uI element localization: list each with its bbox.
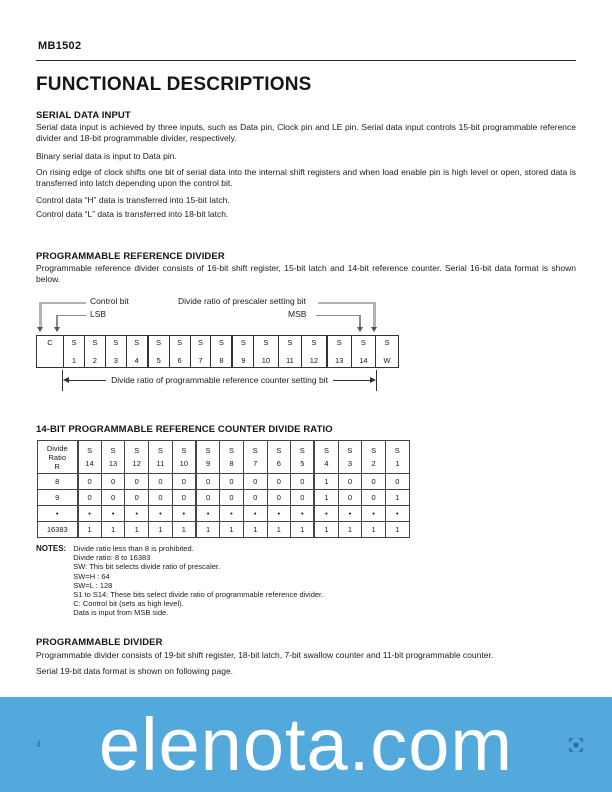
paragraph: On rising edge of clock shifts one bit of serial data into the internal shift registers and when load enable pin is high level or open, stored data is transferred into latch depending upon the control bit. <box>36 167 576 188</box>
bit-cell: 1 <box>196 522 220 538</box>
bit-cell: 0 <box>125 474 149 490</box>
divide-ratio-table <box>37 440 410 538</box>
bit-cell: • <box>314 506 338 522</box>
control-bit-label: Control bit <box>90 296 129 306</box>
bit-cell: 0 <box>338 490 362 506</box>
bit-cell: 0 <box>291 474 315 490</box>
note-line: SW=H : 64 <box>73 571 110 581</box>
bit-column-header-s10: S 10 <box>172 441 196 474</box>
bit-cell: 0 <box>338 474 362 490</box>
span-tick <box>376 370 377 391</box>
table-row <box>38 490 410 506</box>
bit-cell: • <box>267 506 291 522</box>
table-row <box>38 522 410 538</box>
bit-cell: • <box>338 506 362 522</box>
bit-column-header-s8: S 8 <box>220 441 244 474</box>
bit-cell: 1 <box>338 522 362 538</box>
bit-cell: 0 <box>243 474 267 490</box>
bit-cell-s6: S 6 <box>169 336 190 367</box>
bit-cell: • <box>291 506 315 522</box>
bit-cell: 0 <box>291 490 315 506</box>
bit-cell-s5: S 5 <box>147 336 169 367</box>
table-row <box>38 474 410 490</box>
bit-cell-s10: S 10 <box>253 336 277 367</box>
paragraph: Programmable reference divider consists of 16-bit shift register, 15-bit latch and 14-bit reference counter. Serial 16-bit data format is shown below. <box>36 263 576 284</box>
msb-leader-line <box>316 315 360 317</box>
bit-column-header-s7: S 7 <box>243 441 267 474</box>
ratio-column-header: Divide Ratio R <box>38 441 78 474</box>
section-heading-programmable-divider: PROGRAMMABLE DIVIDER <box>36 637 163 648</box>
serial-bit-register-row <box>36 335 399 368</box>
bit-cell: 0 <box>149 490 173 506</box>
bit-column-header-s4: S 4 <box>314 441 338 474</box>
bit-cell: • <box>220 506 244 522</box>
prescaler-arrow-icon <box>371 327 377 332</box>
bit-cell: 0 <box>172 474 196 490</box>
bit-cell: 1 <box>314 474 338 490</box>
bit-cell: 1 <box>385 490 409 506</box>
note-line: Divide ratio: 8 to 16383 <box>73 553 151 563</box>
note-line: Data is input from MSB side. <box>73 608 169 618</box>
header-rule <box>36 60 576 61</box>
watermark-link[interactable]: elenota.com <box>98 703 514 786</box>
bit-cell: 0 <box>267 490 291 506</box>
bit-cell: • <box>196 506 220 522</box>
bit-column-header-s3: S 3 <box>338 441 362 474</box>
bit-cell: 1 <box>220 522 244 538</box>
bit-cell-s4: S 4 <box>126 336 147 367</box>
control-bit-leader-line <box>39 302 86 305</box>
bit-column-header-s13: S 13 <box>101 441 125 474</box>
prescaler-leader-line <box>318 302 376 305</box>
bit-cell: 1 <box>172 522 196 538</box>
note-line: C: Control bit (sets as high level). <box>73 599 184 609</box>
bit-cell: 1 <box>362 522 386 538</box>
bit-cell: 0 <box>362 490 386 506</box>
bit-column-header-s14: S 14 <box>78 441 102 474</box>
lsb-leader-line <box>56 315 58 328</box>
part-number: MB1502 <box>38 40 82 52</box>
ratio-cell: 8 <box>38 474 78 490</box>
notes-lines <box>73 544 323 618</box>
bit-cell: • <box>101 506 125 522</box>
bit-cell: 0 <box>385 474 409 490</box>
notes-block <box>36 544 323 618</box>
prescaler-leader-line <box>373 302 376 327</box>
lsb-label: LSB <box>90 308 107 319</box>
bit-cell: 0 <box>362 474 386 490</box>
bit-cell-s11: S 11 <box>278 336 302 367</box>
msb-arrow-icon <box>357 327 363 332</box>
bit-cell: 0 <box>78 474 102 490</box>
bit-cell: 0 <box>101 474 125 490</box>
msb-label: MSB <box>288 308 307 319</box>
page-number: 4 <box>36 739 42 749</box>
arrow-right-icon <box>370 377 376 383</box>
paragraph: Control data “H” data is transferred into 15-bit latch. <box>36 195 230 205</box>
span-arrow-label: Divide ratio of programmable reference counter setting bit <box>111 375 328 385</box>
ratio-cell: 16383 <box>38 522 78 538</box>
bit-cell-c: C <box>47 338 53 347</box>
bit-cell: 0 <box>243 490 267 506</box>
bit-cell: 1 <box>149 522 173 538</box>
section-heading-divide-ratio-table: 14-BIT PROGRAMMABLE REFERENCE COUNTER DIVIDE RATIO <box>36 424 333 435</box>
bit-cell-s1: S 1 <box>63 336 84 367</box>
bit-column-header-s12: S 12 <box>125 441 149 474</box>
bit-cell-sw: S W <box>375 336 398 367</box>
bit-cell: 0 <box>149 474 173 490</box>
bit-cell: 0 <box>196 474 220 490</box>
bit-column-header-s5: S 5 <box>291 441 315 474</box>
control-bit-arrow-icon <box>37 327 43 332</box>
note-line: SW: This bit selects divide ratio of prescaler. <box>73 562 221 572</box>
paragraph: Serial 19-bit data format is shown on following page. <box>36 666 234 676</box>
bit-cell: 0 <box>78 490 102 506</box>
lsb-arrow-icon <box>54 327 60 332</box>
paragraph: Programmable divider consists of 19-bit shift register, 18-bit latch, 7-bit swallow counter and 11-bit programmable counter. <box>36 650 494 660</box>
bit-cell-s8: S 8 <box>210 336 231 367</box>
bit-column-header-s2: S 2 <box>362 441 386 474</box>
paragraph: Binary serial data is input to Data pin. <box>36 151 177 161</box>
reference-counter-span-arrow <box>63 374 376 386</box>
bit-cell-s14: S 14 <box>351 336 375 367</box>
bit-cell: • <box>362 506 386 522</box>
notes-label: NOTES: <box>36 544 67 553</box>
control-bit-leader-line <box>39 302 42 327</box>
bit-cell: • <box>385 506 409 522</box>
bit-cell: 1 <box>78 522 102 538</box>
msb-leader-line <box>359 315 361 328</box>
bit-cell-s7: S 7 <box>190 336 211 367</box>
bit-cell: 0 <box>196 490 220 506</box>
note-line: S1 to S14: These bits select divide ratio of programmable reference divider. <box>73 590 324 600</box>
bit-cell: 0 <box>267 474 291 490</box>
ratio-cell: • <box>38 506 78 522</box>
ratio-cell: 9 <box>38 490 78 506</box>
bit-column-header-s1: S 1 <box>385 441 409 474</box>
bit-cell: 0 <box>220 490 244 506</box>
bit-cell: 1 <box>125 522 149 538</box>
bit-cell: 1 <box>314 490 338 506</box>
note-line: Divide ratio less than 8 is prohibited. <box>73 544 194 553</box>
paragraph: Control data “L” data is transferred into 18-bit latch. <box>36 209 229 219</box>
bit-cell: 1 <box>267 522 291 538</box>
serial-bit-format-diagram <box>36 296 576 399</box>
table-row <box>38 506 410 522</box>
bit-cell-s2: S 2 <box>84 336 105 367</box>
note-line: SW=L : 128 <box>73 580 113 590</box>
bit-cell: 0 <box>125 490 149 506</box>
watermark-banner <box>0 697 612 792</box>
bit-cell: 1 <box>291 522 315 538</box>
expand-icon[interactable] <box>569 738 583 752</box>
bit-cell-s3: S 3 <box>105 336 126 367</box>
paragraph: Serial data input is achieved by three inputs, such as Data pin, Clock pin and LE pin. Serial data input controls 15-bit programmable reference divider and 18-bit programmable divider, respectively. <box>36 122 576 143</box>
section-heading-serial-data-input: SERIAL DATA INPUT <box>36 110 131 121</box>
bit-cell-s9: S 9 <box>231 336 253 367</box>
bit-cell: • <box>172 506 196 522</box>
section-heading-programmable-reference-divider: PROGRAMMABLE REFERENCE DIVIDER <box>36 251 225 262</box>
bit-column-header-s6: S 6 <box>267 441 291 474</box>
bit-cell: 0 <box>220 474 244 490</box>
lsb-leader-line <box>56 315 86 317</box>
bit-cell: • <box>243 506 267 522</box>
bit-column-header-s11: S 11 <box>149 441 173 474</box>
page-title: FUNCTIONAL DESCRIPTIONS <box>36 74 312 95</box>
bit-cell: 0 <box>101 490 125 506</box>
bit-cell: 1 <box>314 522 338 538</box>
bit-cell: • <box>125 506 149 522</box>
bit-cell: • <box>149 506 173 522</box>
prescaler-setting-bit-label: Divide ratio of prescaler setting bit <box>178 296 307 306</box>
bit-cell: 1 <box>243 522 267 538</box>
bit-cell: • <box>78 506 102 522</box>
bit-cell: 0 <box>172 490 196 506</box>
bit-column-header-s9: S 9 <box>196 441 220 474</box>
bit-cell-s12: S 12 <box>301 336 325 367</box>
bit-cell-s13: S 13 <box>326 336 351 367</box>
bit-cell: 1 <box>385 522 409 538</box>
bit-cell: 1 <box>101 522 125 538</box>
